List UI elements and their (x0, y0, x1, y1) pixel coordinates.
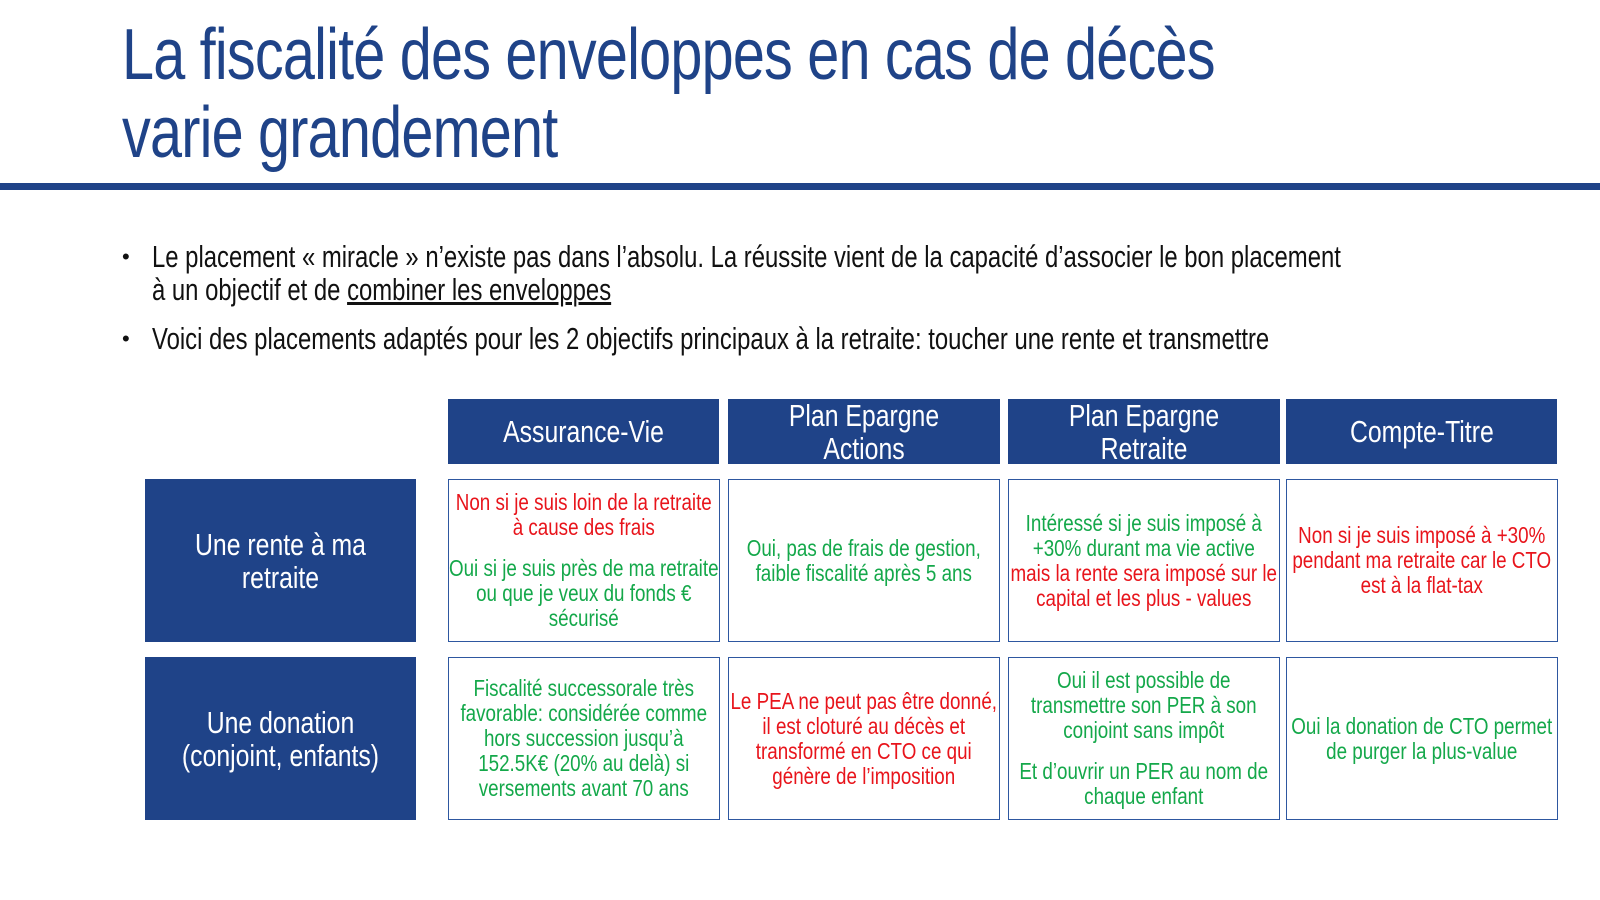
title-divider (0, 183, 1600, 190)
cell-text: Oui la donation de CTO permet de purger la plus-value (1291, 712, 1553, 764)
row-header-rente: Une rente à ma retraite (145, 479, 416, 642)
cell-text: mais la rente sera imposé sur le capital et les plus - values (1010, 559, 1278, 611)
bullet-text: Voici des placements adaptés pour les 2 objectifs principaux à la retraite: toucher une rente et transmettre (152, 321, 1270, 356)
bullet-dot-icon: • (122, 326, 130, 351)
cell-text: Oui si je suis près de ma retraite ou que je veux du fonds € sécurisé (449, 555, 719, 631)
cell-text: Non si je suis imposé à +30% pendant ma retraite car le CTO est à la flat-tax (1292, 522, 1552, 598)
cell-text: Oui, pas de frais de gestion, faible fiscalité après 5 ans (746, 534, 982, 586)
column-header-compte-titre: Compte-Titre (1286, 399, 1557, 464)
cell-rente-per (1008, 479, 1280, 642)
cell-donation-compte-titre (1286, 657, 1558, 820)
row-header-donation: Une donation (conjoint, enfants) (145, 657, 416, 820)
bullet-text (152, 240, 1353, 306)
cell-rente-pea (728, 479, 1000, 642)
cell-text: Fiscalité successorale très favorable: considérée comme hors succession jusqu’à 152.5K€ (20% au delà) si versements avant 70 ans (460, 675, 708, 801)
cell-text: Intéressé si je suis imposé à +30% durant ma vie active (1025, 509, 1263, 561)
cell-text: Le PEA ne peut pas être donné, il est cloturé au décès et transformé en CTO ce qui génère de l’imposition (730, 687, 998, 789)
bullet-item (118, 322, 1598, 355)
bullet-dot-icon: • (122, 244, 130, 269)
cell-rente-compte-titre (1286, 479, 1558, 642)
cell-rente-assurance-vie (448, 479, 720, 642)
column-header-per: Plan Epargne Retraite (1008, 399, 1280, 464)
page-title: La fiscalité des enveloppes en cas de décès varie grandement (122, 15, 1215, 173)
bullet-list (118, 240, 1598, 371)
cell-donation-per (1008, 657, 1280, 820)
combine-envelopes-link[interactable]: combiner les enveloppes (347, 272, 612, 307)
cell-text: Oui il est possible de transmettre son PER à son conjoint sans impôt (1031, 667, 1257, 743)
cell-donation-pea (728, 657, 1000, 820)
bullet-text-before: Le placement « miracle » n’existe pas dans l’absolu. La réussite vient de la capacité d’associer le bon placement à un objectif et de (152, 239, 1341, 307)
cell-text: Et d’ouvrir un PER au nom de chaque enfant (1019, 758, 1269, 809)
bullet-item (118, 240, 1598, 306)
cell-donation-assurance-vie (448, 657, 720, 820)
column-header-pea: Plan Epargne Actions (728, 399, 1000, 464)
column-header-assurance-vie: Assurance-Vie (448, 399, 719, 464)
cell-text: Non si je suis loin de la retraite à cause des frais (455, 489, 712, 540)
